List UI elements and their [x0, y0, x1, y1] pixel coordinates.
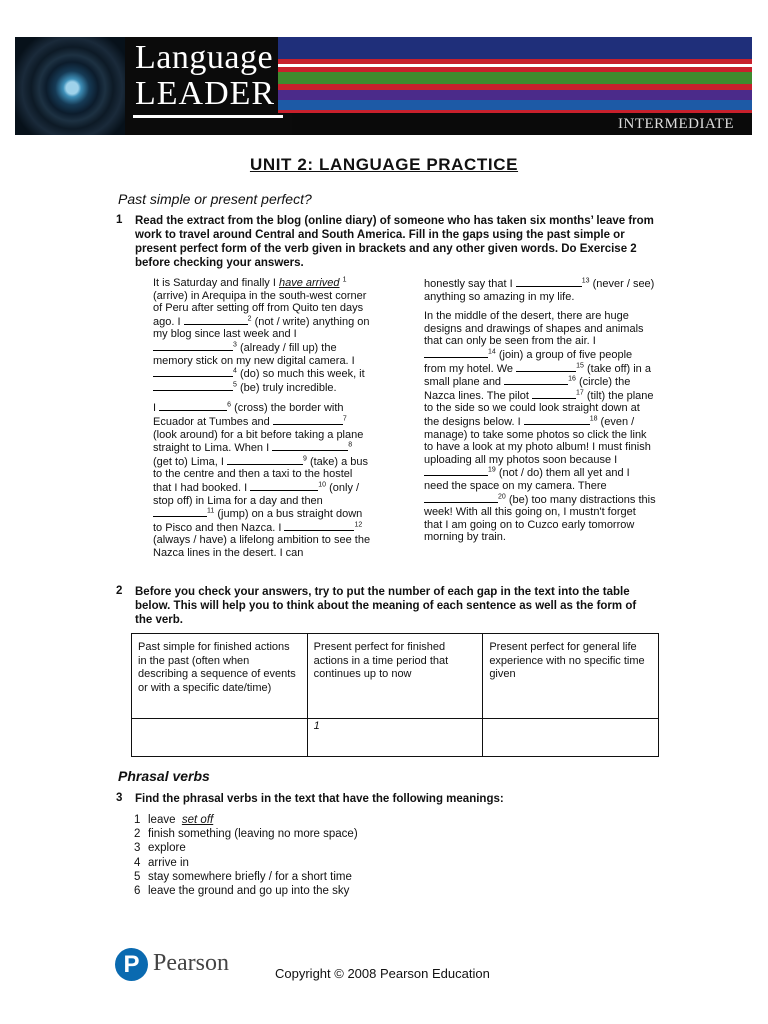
brand-rule [133, 115, 283, 118]
brand-block [125, 37, 292, 135]
gap-6[interactable] [159, 401, 227, 411]
table-header-past-simple: Past simple for finished actions in the past (often when describing a sequence of events or with a specific date/time) [132, 634, 308, 719]
gap-7[interactable] [273, 415, 343, 425]
gap-12[interactable] [284, 521, 354, 531]
gap-10[interactable] [250, 481, 318, 491]
table-header-present-perfect-period: Present perfect for finished actions in a time period that continues up to now [307, 634, 483, 719]
gap-18[interactable] [524, 415, 590, 425]
brand-title-line2: LEADER [135, 75, 276, 112]
stripe-purple [278, 90, 752, 100]
table-cell-present-perfect-period[interactable]: 1 [307, 719, 483, 757]
section-heading-phrasal-verbs: Phrasal verbs [118, 768, 210, 784]
pearson-wordmark: Pearson [153, 950, 229, 976]
stripe-blue [278, 100, 752, 110]
table-cell-past-simple[interactable] [132, 719, 308, 757]
gap-9[interactable] [227, 455, 303, 465]
gap-2[interactable] [184, 315, 248, 325]
gap-20[interactable] [424, 493, 498, 503]
gap-14[interactable] [424, 348, 488, 358]
gap-11[interactable] [153, 507, 207, 517]
list-item: 1 leave set off [134, 814, 214, 826]
extract-paragraph-3: honestly say that I $^{13}$ (never / see) anything so amazing in my life. [424, 277, 655, 303]
copyright-text: Copyright © 2008 Pearson Education [275, 966, 490, 981]
gap-3[interactable] [153, 341, 233, 351]
brand-title-line1: Language [135, 39, 274, 76]
blog-extract-right-column [424, 277, 656, 551]
gap-16[interactable] [504, 375, 568, 385]
question-number-1: 1 [116, 214, 123, 226]
stripe-red-4 [278, 110, 752, 113]
stripe-navy [278, 37, 752, 59]
gap-5[interactable] [153, 381, 233, 391]
table-cell-present-perfect-experience[interactable] [483, 719, 659, 757]
list-item: 3 explore [134, 842, 186, 855]
section-heading-past-simple: Past simple or present perfect? [118, 191, 312, 207]
gap-8[interactable] [272, 441, 348, 451]
pearson-logo-icon: P [115, 948, 148, 981]
gap-4[interactable] [153, 367, 233, 377]
question-3-instructions: Find the phrasal verbs in the text that have the following meanings: [135, 793, 504, 805]
list-item: 6 leave the ground and go up into the sky [134, 885, 350, 898]
classification-table [131, 633, 659, 757]
question-number-3: 3 [116, 792, 123, 804]
stripe-green [278, 72, 752, 84]
color-stripes [278, 37, 752, 113]
table-header-present-perfect-experience: Present perfect for general life experience with no specific time given [483, 634, 659, 719]
gap-15[interactable] [516, 362, 576, 372]
question-1-instructions: Read the extract from the blog (online diary) of someone who has taken six months’ leave from work to travel around Central and South America. Fill in the gaps using the past simple or present perfect form of the verb given in brackets and any other given words. Do Exercise 2 before checking your answers. [135, 215, 654, 269]
extract-paragraph-2: I $^6$ (cross) the border with Ecuador at Tumbes and $^7$ (look around) for a bit before taking a plane straight to Lima. When I $^8$ (get to) Lima, I $^9$ (take) a bus to the centre and then a taxi to the hostel that I had booked. I $^{10}$ (only / stop off) in Lima for a day and then $^{11}$ (jump) on a bus straight down to Pisco and then Nazca. I $^{12}$ (always / have) a lifelong ambition to see the Nazca lines in the desert. I can [153, 401, 371, 559]
phrasal-verb-list [134, 813, 358, 898]
example-answer-set-off: set off [181, 814, 214, 826]
list-item: 2 finish something (leaving no more space) [134, 828, 358, 841]
level-label: INTERMEDIATE [618, 116, 734, 132]
gap-17[interactable] [532, 389, 576, 399]
gap-13[interactable] [516, 277, 582, 287]
gap-19[interactable] [424, 466, 488, 476]
question-number-2: 2 [116, 585, 123, 597]
example-answer: have arrived [278, 277, 340, 289]
blog-extract-left-column [153, 277, 373, 566]
list-item: 4 arrive in [134, 856, 189, 869]
page-title: UNIT 2: LANGUAGE PRACTICE [249, 155, 519, 174]
spiral-staircase-image [15, 37, 125, 135]
question-2-instructions: Before you check your answers, try to put the number of each gap in the text into the table below. This will help you to think about the meaning of each sentence as well as the form of the verb. [135, 586, 637, 626]
extract-paragraph-1: It is Saturday and finally I have arrived $^1$ (arrive) in Arequipa in the south-west corner of Peru after setting off from Quito ten days ago. I $^2$ (not / write) anything on my blog since last week and I $^3$ (already / fill up) the memory stick on my new digital camera. I $^4$ (do) so much this week, it $^5$ (be) truly incredible. [153, 276, 370, 394]
header-banner [15, 37, 752, 135]
extract-paragraph-4: In the middle of the desert, there are huge designs and drawings of shapes and animals that can only be seen from the air. I $^{14}$ (join) a group of five people from my hotel. We $^{15}$ (take off) in a small plane and $^{16}$ (circle) the Nazca lines. The pilot $^{17}$ (tilt) the plane to the side so we could look straight down at the designs below. I $^{18}$ (even / manage) to take some photos so click the link to have a look at my photo album! I must finish uploading all my photos soon because I $^{19}$ (not / do) them all yet and I need the space on my camera. There $^{20}$ (be) too many distractions this week! With all this going on, I mustn't forget that I am going on to Cuzco early tomorrow morning by train. [424, 310, 656, 544]
list-item: 5 stay somewhere briefly / for a short time [134, 870, 352, 883]
